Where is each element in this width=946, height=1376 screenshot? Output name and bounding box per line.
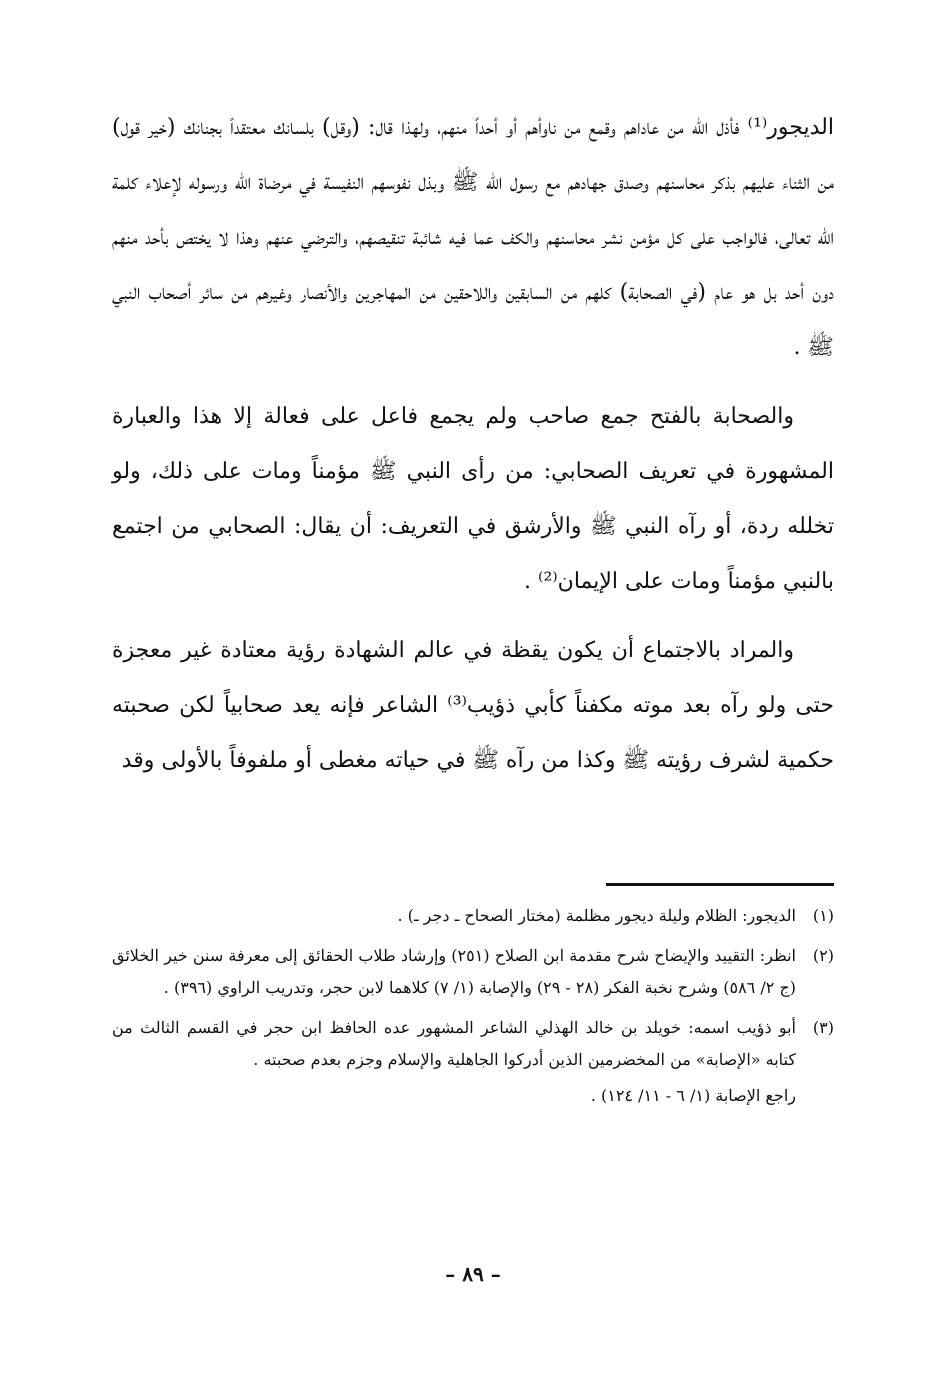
- footnote-item: [112, 900, 834, 932]
- page-number: – ٨٩ –: [445, 1262, 501, 1286]
- footnotes: [112, 900, 834, 1120]
- paragraph: والصحابة بالفتح جمع صاحب ولم يجمع فاعل على فعالة إلا هذا والعبارة المشهورة في تعريف الصحابي: من رأى النبي ﷺ مؤمناً ومات على ذلك، ولو تخلله ردة، أو رآه النبي ﷺ والأرشق في التعريف: أن يقال: الصحابي من اجتمع بالنبي مؤمناً ومات على الإيمان⁽²⁾ .: [112, 404, 834, 594]
- footnote-reference: راجع الإصابة (١/ ٦ - ١١/ ١٢٤) .: [590, 1086, 796, 1105]
- footnote-text: انظر: التقييد والإيضاح شرح مقدمة ابن الصلاح (٢٥١) وإرشاد طلاب الحقائق إلى معرفة سنن خير الخلائق (ج ٢/ ٥٨٦) وشرح نخبة الفكر (٢٨ - ٢٩) والإصابة (١/ ٧) كلاهما لابن حجر، وتدريب الراوي (٣٩٦) .: [112, 946, 796, 997]
- footnote-text: الديجور: الظلام وليلة ديجور مظلمة (مختار الصحاح ـ دجر ـ) .: [397, 906, 796, 925]
- footnote-text: أبو ذؤيب اسمه: خويلد بن خالد الهذلي الشاعر المشهور عده الحافظ ابن حجر في القسم الثالث من كتابه «الإصابة» من المخضرمين الذين أدركوا الجاهلية والإسلام وجزم بعدم صحبته .: [112, 1018, 796, 1069]
- footnote-number: (١): [812, 906, 834, 925]
- paragraph: والمراد بالاجتماع أن يكون يقظة في عالم الشهادة رؤية معتادة غير معجزة حتى ولو رآه بعد موته مكفناً كأبي ذؤيب⁽³⁾ الشاعر فإنه يعد صحابياً لكن صحبته حكمية لشرف رؤيته ﷺ وكذا من رآه ﷺ في حياته مغطى أو ملفوفاً بالأولى وقد: [112, 638, 834, 773]
- footnote-item: [112, 1012, 834, 1112]
- footnote-body: [112, 1012, 796, 1112]
- footnote-number: (٣): [812, 1018, 834, 1037]
- footnote-item: [112, 940, 834, 1004]
- main-text: [112, 100, 834, 788]
- paragraph: الديجور⁽¹⁾ فأذل الله من عاداهم وقمع من ناوأهم أو أحداً منهم، ولهذا قال: (وقل) بلسانك معتقداً بجنانك (خير قول) من الثناء عليهم بذكر محاسنهم وصدق جهادهم مع رسول الله ﷺ وبذل نفوسهم النفيسة في مرضاة الله ورسوله لإعلاء كلمة الله تعالى، فالواجب على كل مؤمن نشر محاسنهم والكف عما فيه شائبة تنقيصهم، والترضي عنهم وهذا لا يختص بأحد منهم دون أحد بل هو عام (في الصحابة) كلهم من السابقين واللاحقين من المهاجرين والأنصار وغيرهم من سائر أصحاب النبي ﷺ .: [112, 115, 834, 360]
- footnote-number: (٢): [812, 946, 834, 965]
- footnote-separator: [606, 883, 834, 886]
